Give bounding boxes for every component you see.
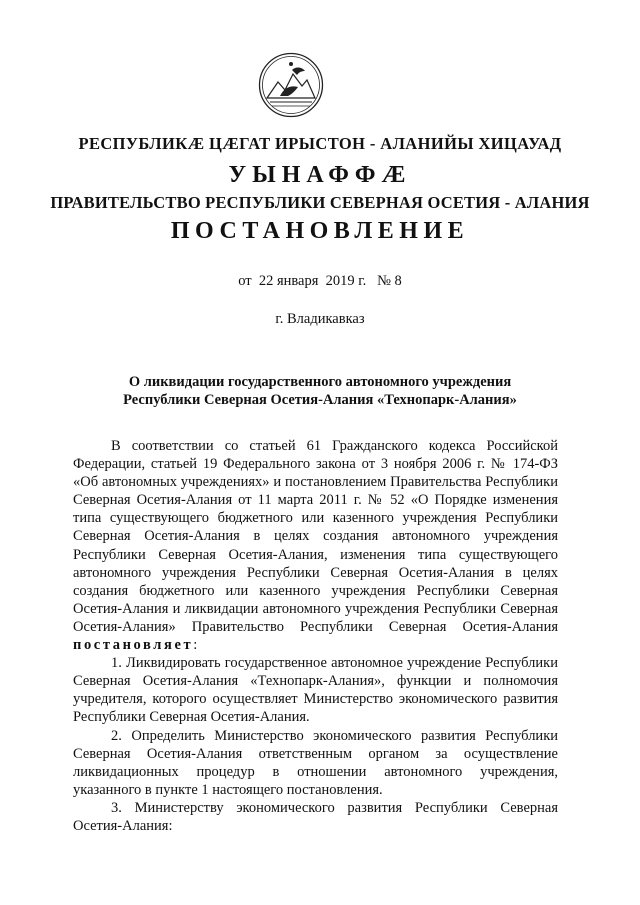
- document-title: [0, 373, 640, 409]
- date-number-line: от 22 января 2019 г. № 8: [238, 273, 402, 289]
- coat-of-arms-emblem: [258, 52, 324, 118]
- republic-header-ossetian: РЕСПУБЛИКӔ ЦӔГАТ ИРЫСТОН - АЛАНИЙЫ ХИЦАУАД: [78, 134, 562, 153]
- resolves-word: постановляет: [73, 637, 194, 654]
- city-name: г. Владикавказ: [275, 311, 365, 327]
- item-3-paragraph: 3. Министерству экономического развития Республики Северная Осетия-Алания:: [73, 799, 558, 834]
- resolves-colon: :: [193, 637, 198, 654]
- document-body: [73, 437, 558, 835]
- doc-type-russian: ПОСТАНОВЛЕНИЕ: [170, 218, 470, 244]
- government-header-russian: ПРАВИТЕЛЬСТВО РЕСПУБЛИКИ СЕВЕРНАЯ ОСЕТИЯ - АЛАНИЯ: [50, 193, 590, 212]
- preamble-paragraph: [73, 437, 558, 654]
- title-line-2: Республики Северная Осетия-Алания «Технопарк-Алания»: [123, 392, 517, 408]
- item-2-paragraph: 2. Определить Министерство экономического развития Республики Северная Осетия-Алания ответственным органом за осуществление ликвидационных процедур в отношении автономного учреждения, указанного в пункте 1 настоящего постановления.: [73, 727, 558, 798]
- preamble-text: В соответствии со статьей 61 Гражданского кодекса Российской Федерации, статьей 19 Федерального закона от 3 ноября 2006 г. № 174-ФЗ «Об автономных учреждениях» и постановлением Правительства Республики Северная Осетия-Алания от 11 марта 2011 г. № 52 «О Порядке изменения типа существующего бюджетного или казенного учреждения Республики Северная Осетия-Алания в целях создания автономного учреждения Республики Северная Осетия-Алания, изменения типа существующего автономного учреждения Республики Северная Осетия-Алания в целях создания бюджетного или казенного учреждения Республики Северная Осетия-Алания и ликвидации автономного учреждения Республики Северная Осетия-Алания» Правительство Республики Северная Осетия-Алания: [73, 438, 558, 635]
- doc-type-ossetian: УЫНАФФӔ: [228, 162, 412, 188]
- item-1-paragraph: 1. Ликвидировать государственное автономное учреждение Республики Северная Осетия-Алания «Технопарк-Алания», функции и полномочия учредителя, которого осуществляет Министерство экономического развития Республики Северная Осетия-Алания.: [73, 655, 558, 726]
- title-line-1: О ликвидации государственного автономного учреждения: [128, 374, 512, 390]
